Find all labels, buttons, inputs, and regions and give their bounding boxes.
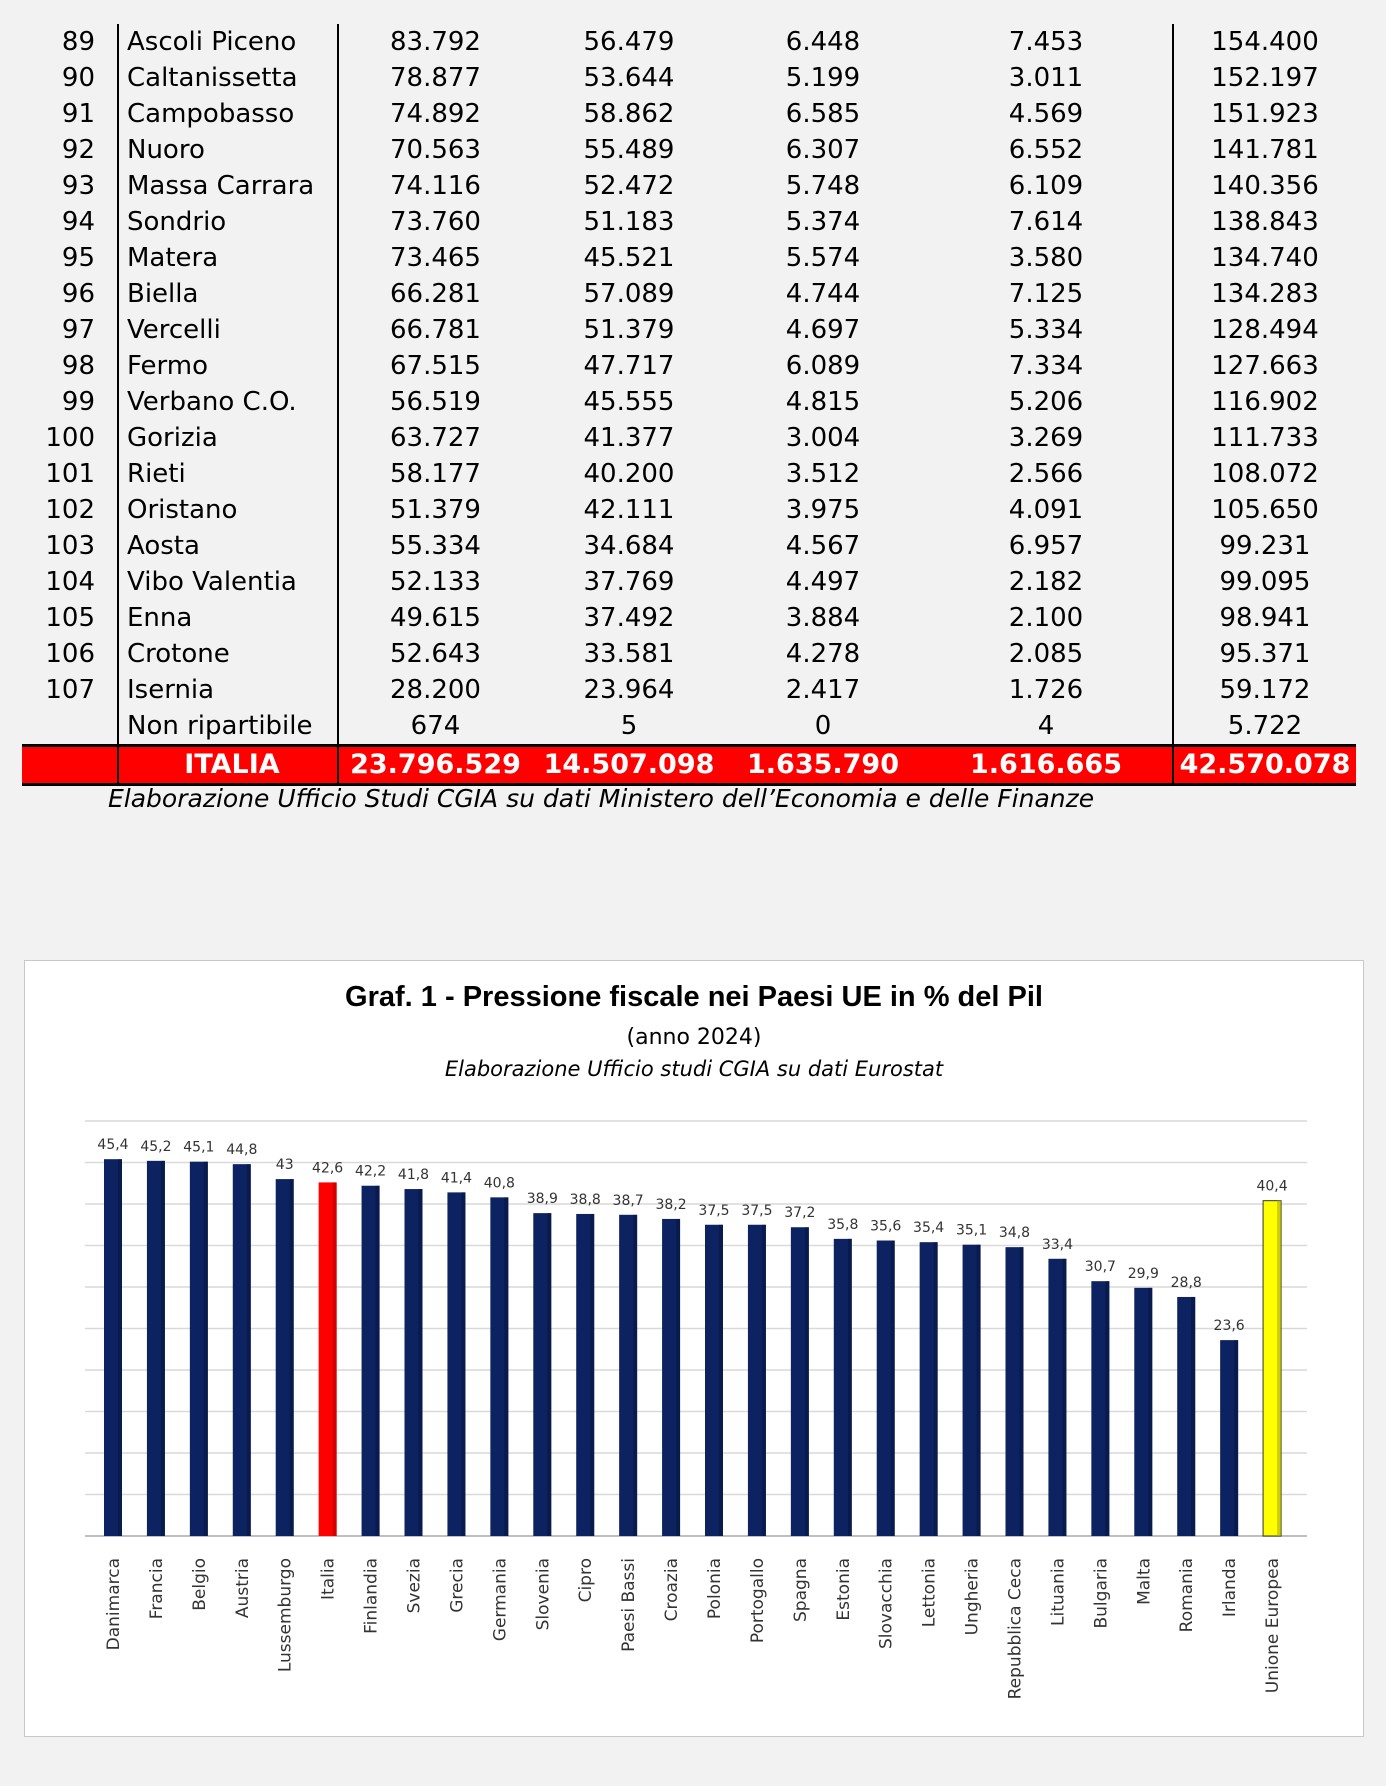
category-label: Lettonia xyxy=(919,1558,940,1628)
value-cell: 2.182 xyxy=(920,564,1173,600)
province-name-cell: Campobasso xyxy=(118,96,338,132)
value-cell: 70.563 xyxy=(390,135,481,165)
chart-title: Graf. 1 - Pressione fiscale nei Paesi UE in % del Pil xyxy=(345,981,1043,1013)
province-name-cell: Enna xyxy=(118,600,338,636)
rank-cell: 90 xyxy=(22,60,118,96)
value-cell: 5.748 xyxy=(785,171,861,201)
total-cell: 141.781 xyxy=(1211,135,1319,165)
category-label: Germania xyxy=(490,1558,511,1642)
category-label: Bulgaria xyxy=(1091,1558,1112,1629)
bar-value-label: 37,5 xyxy=(741,1202,773,1219)
value-cell: 1.726 xyxy=(920,672,1173,708)
bar-value-label: 45,1 xyxy=(183,1139,215,1156)
bar-value-label: 42,2 xyxy=(354,1163,387,1180)
value-cell: 23.964 xyxy=(583,675,675,705)
value-cell: 51.379 xyxy=(583,315,675,345)
category-label: Austria xyxy=(232,1558,253,1619)
category-label: Repubblica Ceca xyxy=(1005,1558,1026,1700)
rank-cell: 107 xyxy=(22,672,118,708)
value-cell: 42.111 xyxy=(583,495,675,525)
table-row xyxy=(22,276,1356,312)
bar-shade xyxy=(977,1245,981,1536)
bar-value-label: 35,8 xyxy=(827,1216,859,1233)
total-cell: 5.722 xyxy=(1227,711,1303,741)
province-name-cell: Gorizia xyxy=(118,420,338,456)
bar-shade xyxy=(290,1179,294,1536)
bar-shade xyxy=(419,1189,423,1536)
value-cell: 51.379 xyxy=(390,495,481,525)
value-cell: 5 xyxy=(620,711,638,741)
value-cell: 47.717 xyxy=(583,351,675,381)
total-cell: 134.283 xyxy=(1211,279,1319,309)
rank-cell: 95 xyxy=(22,240,118,276)
rank-cell: 104 xyxy=(22,564,118,600)
bar-value-label: 28,8 xyxy=(1170,1274,1202,1291)
value-cell: 28.200 xyxy=(390,675,481,705)
table-row xyxy=(22,24,1356,60)
value-cell: 5.206 xyxy=(920,384,1173,420)
bar-shade xyxy=(633,1215,637,1536)
category-label: Paesi Bassi xyxy=(619,1558,640,1652)
bar-shade xyxy=(1105,1281,1109,1536)
category-label: Svezia xyxy=(404,1558,425,1614)
value-cell: 4 xyxy=(920,708,1173,746)
category-label: Slovacchia xyxy=(876,1558,897,1650)
category-label: Polonia xyxy=(705,1558,725,1620)
province-name-cell: Nuoro xyxy=(118,132,338,168)
value-cell: 40.200 xyxy=(583,459,675,489)
category-label: Danimarca xyxy=(104,1558,124,1651)
total-cell: 134.740 xyxy=(1211,243,1319,273)
total-cell: 99.095 xyxy=(1219,567,1311,597)
total-cell: 108.072 xyxy=(1211,459,1319,489)
bar-shade xyxy=(762,1225,766,1536)
rank-cell xyxy=(22,746,118,785)
total-value-cell: 1.616.665 xyxy=(920,746,1173,785)
bar-value-label: 44,8 xyxy=(226,1142,258,1159)
table-row xyxy=(22,564,1356,600)
category-label: Croazia xyxy=(662,1558,683,1622)
value-cell: 7.453 xyxy=(920,24,1173,60)
bar-value-label: 30,7 xyxy=(1084,1259,1116,1276)
value-cell: 37.492 xyxy=(583,603,675,633)
value-cell: 6.089 xyxy=(785,351,861,381)
province-name-cell: Biella xyxy=(118,276,338,312)
value-cell: 7.614 xyxy=(920,204,1173,240)
province-name-cell: Caltanissetta xyxy=(118,60,338,96)
value-cell: 2.100 xyxy=(920,600,1173,636)
bar-shade xyxy=(1277,1201,1281,1536)
table-row xyxy=(22,420,1356,456)
value-cell: 5.199 xyxy=(785,63,861,93)
rank-cell: 103 xyxy=(22,528,118,564)
province-name-cell: Crotone xyxy=(118,636,338,672)
table-row xyxy=(22,492,1356,528)
bar-value-label: 45,2 xyxy=(140,1138,172,1155)
value-cell: 3.884 xyxy=(785,603,861,633)
total-label-cell: ITALIA xyxy=(118,746,338,785)
bar-shade xyxy=(1062,1259,1066,1536)
table-row xyxy=(22,240,1356,276)
value-cell: 58.177 xyxy=(390,459,481,489)
table-row xyxy=(22,312,1356,348)
total-cell: 95.371 xyxy=(1219,639,1311,669)
chart-subtitle: (anno 2024) xyxy=(626,1025,762,1050)
rank-cell: 105 xyxy=(22,600,118,636)
rank-cell xyxy=(22,708,118,746)
total-cell: 140.356 xyxy=(1211,171,1319,201)
value-cell: 56.519 xyxy=(390,387,481,417)
total-cell: 98.941 xyxy=(1219,603,1311,633)
bar-shade xyxy=(848,1239,852,1536)
bar-shade xyxy=(1191,1297,1195,1536)
bar-shade xyxy=(934,1242,938,1536)
grand-total-cell: 42.570.078 xyxy=(1173,746,1356,785)
rank-cell: 94 xyxy=(22,204,118,240)
value-cell: 4.091 xyxy=(920,492,1173,528)
value-cell: 2.085 xyxy=(920,636,1173,672)
bar-value-label: 45,4 xyxy=(97,1137,129,1154)
value-cell: 4.815 xyxy=(785,387,861,417)
chart-source-note: Elaborazione Ufficio studi CGIA su dati Eurostat xyxy=(444,1057,944,1081)
table-row xyxy=(22,132,1356,168)
bar-shade xyxy=(590,1214,594,1536)
value-cell: 34.684 xyxy=(583,531,675,561)
value-cell: 52.133 xyxy=(390,567,481,597)
value-cell: 6.957 xyxy=(920,528,1173,564)
value-cell: 73.760 xyxy=(390,207,481,237)
value-cell: 58.862 xyxy=(583,99,675,129)
bar-chart xyxy=(25,961,1363,1736)
total-cell: 105.650 xyxy=(1211,495,1319,525)
total-cell: 116.902 xyxy=(1211,387,1319,417)
value-cell: 4.567 xyxy=(785,531,861,561)
bar-shade xyxy=(118,1159,122,1536)
value-cell: 3.011 xyxy=(920,60,1173,96)
category-label: Finlandia xyxy=(361,1558,382,1634)
bar-value-label: 29,9 xyxy=(1127,1265,1159,1282)
category-label: Cipro xyxy=(576,1558,597,1603)
bar-shade xyxy=(676,1219,680,1536)
bar-shade xyxy=(161,1161,165,1536)
bar-value-label: 35,6 xyxy=(870,1218,902,1235)
value-cell: 6.448 xyxy=(785,27,861,57)
table-source-note: Elaborazione Ufficio Studi CGIA su dati Ministero dell’Economia e delle Finanze xyxy=(108,784,1095,813)
italia-total-row xyxy=(22,746,1356,785)
category-label: Estonia xyxy=(833,1558,854,1621)
province-name-cell: Aosta xyxy=(118,528,338,564)
total-cell: 127.663 xyxy=(1211,351,1319,381)
value-cell: 41.377 xyxy=(583,423,675,453)
bar-value-label: 37,5 xyxy=(698,1202,730,1219)
table-row xyxy=(22,348,1356,384)
value-cell: 6.552 xyxy=(920,132,1173,168)
bar-shade xyxy=(1234,1340,1238,1536)
rank-cell: 99 xyxy=(22,384,118,420)
value-cell: 6.307 xyxy=(785,135,861,165)
province-name-cell: Matera xyxy=(118,240,338,276)
category-label: Ungheria xyxy=(962,1558,983,1636)
rank-cell: 89 xyxy=(22,24,118,60)
value-cell: 2.566 xyxy=(920,456,1173,492)
rank-cell: 106 xyxy=(22,636,118,672)
value-cell: 74.116 xyxy=(390,171,481,201)
category-label: Unione Europea xyxy=(1263,1558,1284,1694)
bar-value-label: 40,4 xyxy=(1256,1178,1288,1195)
total-cell: 154.400 xyxy=(1211,27,1319,57)
total-cell: 138.843 xyxy=(1211,207,1319,237)
province-name-cell: Ascoli Piceno xyxy=(118,24,338,60)
table-row xyxy=(22,600,1356,636)
bar-shade xyxy=(333,1182,337,1536)
table-row xyxy=(22,528,1356,564)
rank-cell: 101 xyxy=(22,456,118,492)
category-label: Grecia xyxy=(447,1558,468,1613)
value-cell: 6.585 xyxy=(785,99,861,129)
category-label: Romania xyxy=(1177,1558,1198,1633)
bar-value-label: 33,4 xyxy=(1041,1236,1074,1253)
rank-cell: 100 xyxy=(22,420,118,456)
total-cell: 151.923 xyxy=(1211,99,1319,129)
bar-value-label: 41,8 xyxy=(397,1167,430,1184)
bar-value-label: 38,8 xyxy=(569,1191,601,1208)
province-name-cell: Fermo xyxy=(118,348,338,384)
value-cell: 3.975 xyxy=(785,495,861,525)
value-cell: 33.581 xyxy=(583,639,675,669)
table-row xyxy=(22,96,1356,132)
category-label: Malta xyxy=(1134,1558,1155,1605)
table-row xyxy=(22,384,1356,420)
value-cell: 4.744 xyxy=(785,279,861,309)
bar-shade xyxy=(805,1227,809,1536)
total-value-cell: 14.507.098 xyxy=(532,746,726,785)
category-label: Italia xyxy=(318,1558,339,1600)
value-cell: 73.465 xyxy=(390,243,481,273)
value-cell: 7.334 xyxy=(920,348,1173,384)
value-cell: 57.089 xyxy=(583,279,675,309)
value-cell: 74.892 xyxy=(390,99,481,129)
table-row xyxy=(22,456,1356,492)
province-name-cell: Vibo Valentia xyxy=(118,564,338,600)
value-cell: 5.334 xyxy=(920,312,1173,348)
value-cell: 52.472 xyxy=(583,171,675,201)
rank-cell: 96 xyxy=(22,276,118,312)
total-cell: 152.197 xyxy=(1211,63,1319,93)
bar-value-label: 40,8 xyxy=(483,1175,515,1192)
value-cell: 4.497 xyxy=(785,567,861,597)
value-cell: 5.574 xyxy=(785,243,861,273)
value-cell: 78.877 xyxy=(390,63,481,93)
value-cell: 6.109 xyxy=(920,168,1173,204)
bar-value-label: 35,4 xyxy=(913,1220,945,1237)
rank-cell: 91 xyxy=(22,96,118,132)
bar-shade xyxy=(461,1192,465,1536)
value-cell: 3.512 xyxy=(785,459,861,489)
total-value-cell: 23.796.529 xyxy=(338,746,532,785)
value-cell: 63.727 xyxy=(390,423,481,453)
bar-value-label: 38,7 xyxy=(612,1192,644,1209)
total-cell: 99.231 xyxy=(1219,531,1311,561)
value-cell: 2.417 xyxy=(785,675,861,705)
value-cell: 56.479 xyxy=(583,27,675,57)
total-cell: 111.733 xyxy=(1211,423,1319,453)
total-cell: 59.172 xyxy=(1219,675,1311,705)
value-cell: 3.269 xyxy=(920,420,1173,456)
bar-shade xyxy=(547,1213,551,1536)
value-cell: 0 xyxy=(814,711,832,741)
bar-value-label: 41,4 xyxy=(440,1170,473,1187)
category-label: Irlanda xyxy=(1220,1558,1241,1618)
bar-value-label: 38,9 xyxy=(526,1191,558,1208)
category-label: Lituania xyxy=(1048,1558,1069,1626)
table-row xyxy=(22,636,1356,672)
value-cell: 5.374 xyxy=(785,207,861,237)
category-label: Slovenia xyxy=(533,1558,554,1631)
value-cell: 3.004 xyxy=(785,423,861,453)
bar-shade xyxy=(247,1164,251,1536)
value-cell: 4.569 xyxy=(920,96,1173,132)
value-cell: 3.580 xyxy=(920,240,1173,276)
province-name-cell: Rieti xyxy=(118,456,338,492)
value-cell: 83.792 xyxy=(390,27,481,57)
value-cell: 4.697 xyxy=(785,315,861,345)
value-cell: 674 xyxy=(410,711,461,741)
rank-cell: 102 xyxy=(22,492,118,528)
bar-value-label: 38,2 xyxy=(655,1196,687,1213)
rank-cell: 98 xyxy=(22,348,118,384)
value-cell: 45.521 xyxy=(583,243,675,273)
bar-value-label: 43 xyxy=(275,1157,294,1174)
bar-shade xyxy=(1148,1288,1152,1536)
value-cell: 53.644 xyxy=(583,63,675,93)
province-name-cell: Massa Carrara xyxy=(118,168,338,204)
province-name-cell: Verbano C.O. xyxy=(118,384,338,420)
provinces-table xyxy=(22,24,1356,786)
rank-cell: 97 xyxy=(22,312,118,348)
table-row xyxy=(22,708,1356,746)
category-label: Spagna xyxy=(790,1558,811,1622)
value-cell: 49.615 xyxy=(390,603,481,633)
value-cell: 7.125 xyxy=(920,276,1173,312)
bar-shade xyxy=(376,1186,380,1536)
bar-shade xyxy=(891,1241,895,1536)
category-label: Lussemburgo xyxy=(275,1558,296,1673)
bar-value-label: 37,2 xyxy=(784,1205,816,1222)
bar-shade xyxy=(719,1225,723,1536)
category-label: Portogallo xyxy=(747,1558,768,1644)
bar-value-label: 23,6 xyxy=(1213,1318,1245,1335)
total-value-cell: 1.635.790 xyxy=(726,746,920,785)
province-name-cell: Non ripartibile xyxy=(118,708,338,746)
province-name-cell: Isernia xyxy=(118,672,338,708)
provinces-table-container xyxy=(22,24,1356,786)
province-name-cell: Oristano xyxy=(118,492,338,528)
province-name-cell: Sondrio xyxy=(118,204,338,240)
value-cell: 51.183 xyxy=(583,207,675,237)
category-label: Francia xyxy=(146,1558,167,1620)
bar-shade xyxy=(204,1162,208,1536)
value-cell: 55.489 xyxy=(583,135,675,165)
chart-panel xyxy=(24,960,1364,1737)
total-cell: 128.494 xyxy=(1211,315,1319,345)
bar-value-label: 35,1 xyxy=(955,1222,988,1239)
bar-value-label: 42,6 xyxy=(312,1160,344,1177)
value-cell: 52.643 xyxy=(390,639,481,669)
value-cell: 66.781 xyxy=(390,315,481,345)
province-name-cell: Vercelli xyxy=(118,312,338,348)
bar-shade xyxy=(504,1197,508,1536)
value-cell: 66.281 xyxy=(390,279,481,309)
rank-cell: 93 xyxy=(22,168,118,204)
value-cell: 4.278 xyxy=(785,639,861,669)
table-row xyxy=(22,168,1356,204)
table-row xyxy=(22,60,1356,96)
category-label: Belgio xyxy=(189,1558,210,1611)
bar-shade xyxy=(1020,1247,1024,1536)
bar-value-label: 34,8 xyxy=(998,1225,1031,1242)
table-row xyxy=(22,672,1356,708)
value-cell: 45.555 xyxy=(583,387,675,417)
value-cell: 55.334 xyxy=(390,531,481,561)
value-cell: 67.515 xyxy=(390,351,481,381)
value-cell: 37.769 xyxy=(583,567,675,597)
table-row xyxy=(22,204,1356,240)
rank-cell: 92 xyxy=(22,132,118,168)
